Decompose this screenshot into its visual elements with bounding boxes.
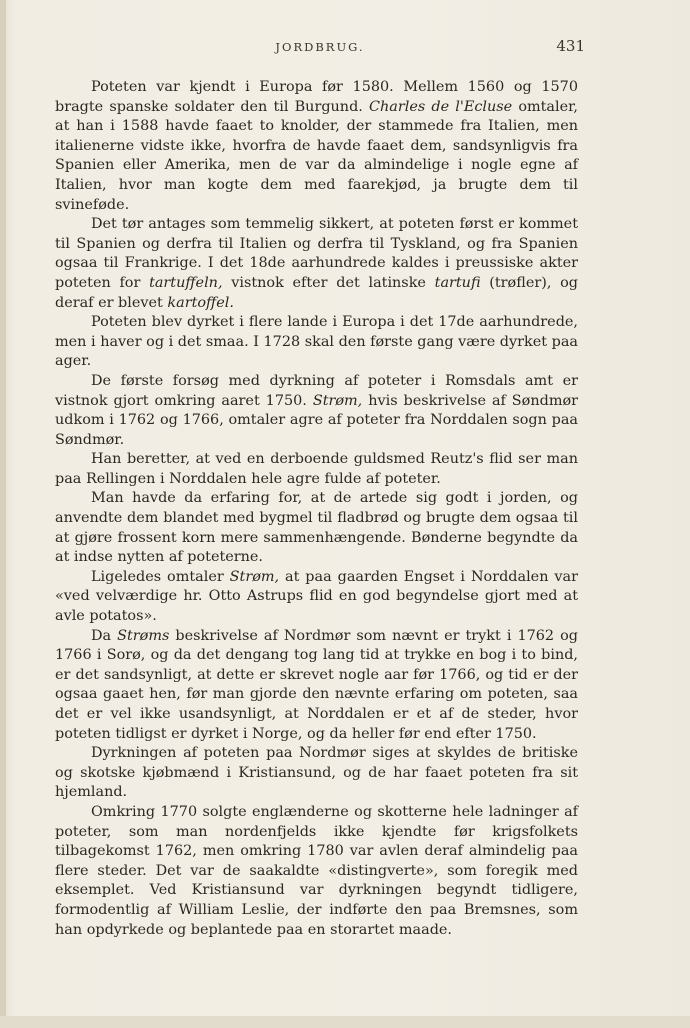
paragraph [55, 450, 578, 489]
paragraph [55, 803, 578, 940]
paragraph [55, 744, 578, 803]
paragraph [55, 627, 578, 745]
text-run: at paa gaarden Engset i Norddalen var «ved velværdige hr. Otto Astrups flid en god begyndelse gjort med at avle potatos». [55, 568, 578, 625]
italic-term: tartuffeln, [149, 274, 223, 291]
italic-name: Charles de l'Ecluse [369, 98, 513, 115]
italic-name: Strøm, [229, 568, 280, 585]
italic-name: Strøms [117, 627, 170, 644]
italic-term: kartoffel. [167, 294, 234, 311]
paragraph [55, 78, 578, 215]
text-run: Det tør antages som temmelig sikkert, at poteten først er kommet til Spanien og derfra til Italien og derfra til Tyskland, og fra Spanien ogsaa til Frankrige. I det 18de aarhundrede kaldes i preussiske akter poteten for [55, 216, 578, 291]
page-spine-shadow [0, 0, 6, 1028]
page-header [55, 37, 585, 62]
text-run: Poteten var kjendt i Europa før 1580. Mellem 1560 og 1570 bragte spanske soldater den til Burgund. [55, 79, 578, 115]
paragraph [55, 568, 578, 627]
text-run: Han beretter, at ved en derboende guldsmed Reutz's flid ser man paa Rellingen i Norddalen hele agre fulde af poteter. [55, 451, 578, 487]
text-run: omtaler, at han i 1588 havde faaet to knolder, der stammede fra Italien, men italienerne vidste ikke, hvorfra de havde faaet dem, sandsynligvis fra Spanien eller Amerika, men de var da almindelige i nogle egne af Italien, hvor man kogte dem med faarekjød, ja brugte dem til svineføde. [55, 98, 578, 213]
italic-term: tartufi [434, 274, 481, 291]
text-run: Poteten blev dyrket i flere lande i Europa i det 17de aarhundrede, men i haver og i det smaa. I 1728 skal den første gang være dyrket paa ager. [55, 314, 578, 370]
text-run: Omkring 1770 solgte englænderne og skotterne hele ladninger af poteter, som man nordenfjelds ikke kjendte før krigsfolkets tilbagekomst 1762, men omkring 1780 var avlen deraf almindelig paa flere steder. Det var de saakaldte «distingverte», som foregik med eksemplet. Ved Kristiansund var dyrkningen begyndt tidligere, formodentlig af William Leslie, der indførte den paa Bremsnes, som han opdyrkede og beplantede paa en storartet maade. [55, 803, 578, 938]
page-number: 431 [556, 37, 585, 55]
text-run: De første forsøg med dyrkning af poteter i Romsdals amt er vistnok gjort omkring aaret 1750. [55, 372, 578, 409]
text-run: (trøfler), og deraf er blevet [55, 274, 578, 311]
paragraph [55, 215, 578, 313]
text-run: beskrivelse af Nordmør som nævnt er trykt i 1762 og 1766 i Sorø, og da det dengang tog lang tid at trykke en bog i to bind, er det sandsynligt, at dette er skrevet nogle aar før 1766, og tid er der ogsaa gaaet hen, før man gjorde den nævnte erfaring om poteten, saa det er vel ikke usandsynligt, at Norddalen er et af de steder, hvor poteten tidligst er dyrket i Norge, og da heller før end efter 1750. [55, 627, 578, 742]
italic-name: Strøm, [312, 392, 363, 409]
text-run: vistnok efter det latinske [222, 274, 435, 291]
text-run: Dyrkningen af poteten paa Nordmør siges at skyldes de britiske og skotske kjøbmænd i Kristiansund, og de har faaet poteten fra sit hjemland. [55, 745, 578, 801]
paragraph [55, 313, 578, 372]
paragraph [55, 372, 578, 450]
text-run: Man havde da erfaring for, at de artede sig godt i jorden, og anvendte dem blandet med bygmel til fladbrød og brugte dem ogsaa til at gjøre frossent korn mere sammenhængende. Bønderne begyndte da at indse nytten af poteterne. [55, 490, 578, 566]
text-run: Ligeledes omtaler [91, 568, 230, 585]
body-text [55, 78, 578, 940]
text-run: Da [91, 627, 118, 644]
running-title: JORDBRUG. [275, 40, 365, 54]
text-run: hvis beskrivelse af Søndmør udkom i 1762 og 1766, omtaler agre af poteter fra Norddalen sogn paa Søndmør. [55, 392, 579, 448]
page-bottom-edge [0, 1016, 690, 1028]
paragraph [55, 489, 578, 567]
